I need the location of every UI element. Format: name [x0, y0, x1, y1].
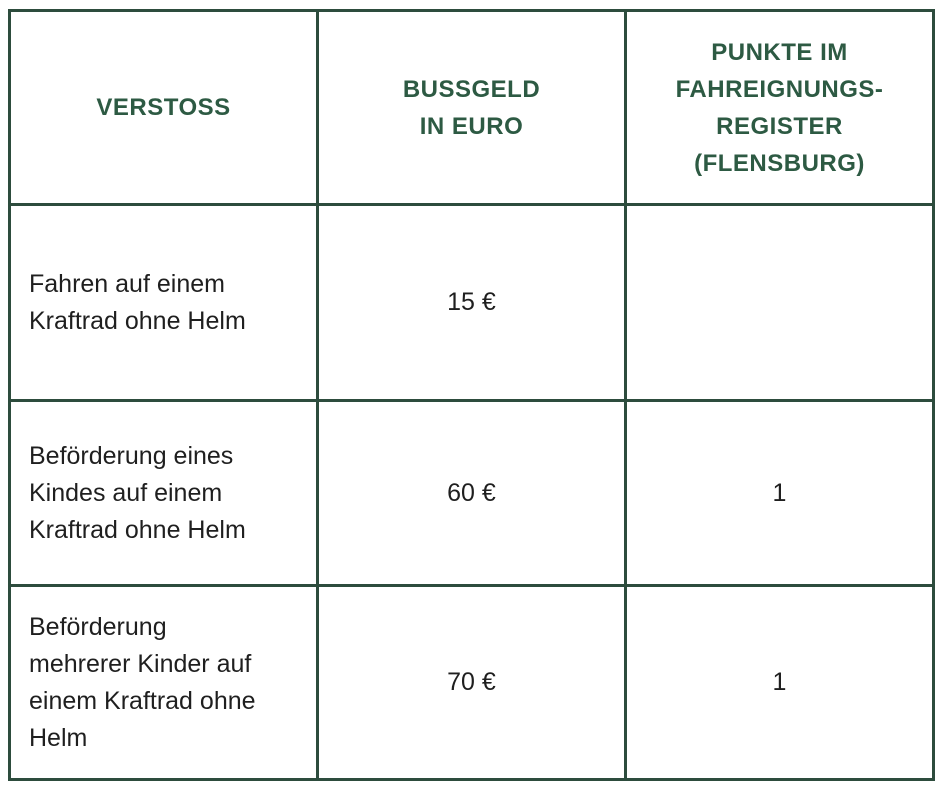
table-row: [10, 586, 934, 780]
fines-table-container: [8, 9, 932, 781]
violation-text: Beförderung eines Kindes auf einem Kraftrad ohne Helm: [29, 441, 246, 544]
points-cell: 1: [626, 401, 934, 586]
header-points: PUNKTE IM FAHREIGNUNGS- REGISTER (FLENSBURG): [626, 11, 934, 205]
violation-cell: [10, 205, 318, 401]
table-row: [10, 205, 934, 401]
violation-text: Fahren auf einem Kraftrad ohne Helm: [29, 269, 246, 335]
table-header-row: [10, 11, 934, 205]
fine-cell: 70 €: [318, 586, 626, 780]
fine-cell: 60 €: [318, 401, 626, 586]
header-fine: BUSSGELD IN EURO: [318, 11, 626, 205]
fines-table: [8, 9, 935, 781]
points-cell: [626, 205, 934, 401]
violation-cell: [10, 401, 318, 586]
violation-cell: [10, 586, 318, 780]
table-row: [10, 401, 934, 586]
fine-cell: 15 €: [318, 205, 626, 401]
points-cell: 1: [626, 586, 934, 780]
violation-text: Beförderung mehrerer Kinder auf einem Kraftrad ohne Helm: [29, 612, 256, 752]
header-violation: VERSTOSS: [10, 11, 318, 205]
